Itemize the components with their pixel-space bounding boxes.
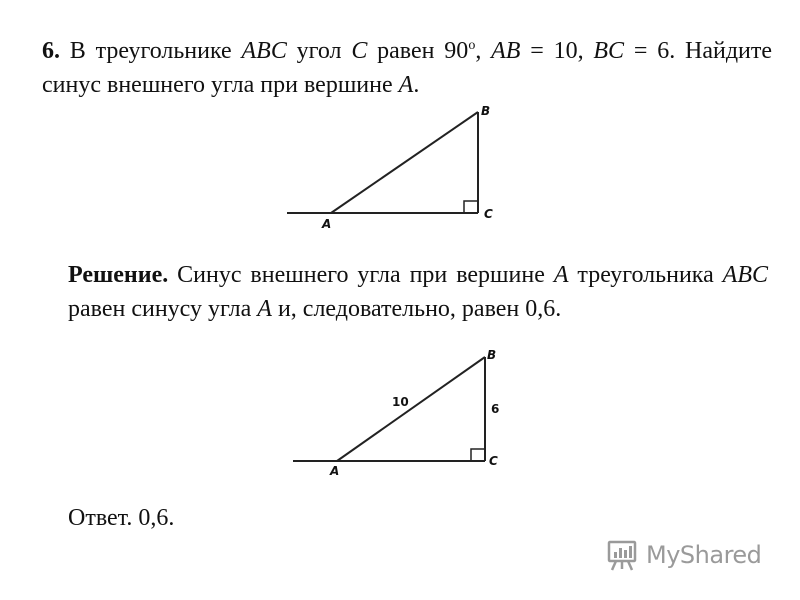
problem-text-2: угол	[286, 38, 352, 64]
solution-text-3: равен синусу угла	[68, 296, 258, 322]
vertex-label-c: C	[489, 454, 498, 468]
leg-length-label: 6	[491, 402, 500, 416]
triangle-name: ABC	[241, 38, 287, 64]
vertex-label-a: A	[322, 217, 332, 231]
watermark-text: MyShared	[646, 541, 762, 569]
solution-text-2: треугольника	[568, 262, 723, 288]
problem-number: 6.	[42, 38, 60, 64]
vertex-label-a: A	[330, 464, 340, 478]
presentation-board-icon	[606, 538, 640, 572]
problem-text-7: .	[413, 72, 420, 98]
vertex-label-b: B	[481, 104, 491, 118]
problem-text-4: ,	[475, 38, 492, 64]
problem-text-6: = 6. Найдите синус внешнего угла при вершине	[42, 38, 773, 98]
problem-text-5: = 10,	[520, 38, 594, 64]
problem-text-3: равен 90	[367, 38, 469, 64]
solution-vertex-a2: A	[257, 296, 272, 322]
solution-text-4: и, следовательно, равен 0,6.	[271, 296, 562, 322]
hypotenuse-length-label: 10	[392, 395, 409, 409]
vertex-label-b: B	[487, 348, 497, 362]
vertex-a: A	[398, 72, 414, 98]
watermark-logo	[606, 538, 761, 572]
hypotenuse-ab	[337, 357, 485, 461]
answer: Ответ. 0,6.	[68, 505, 175, 531]
problem-text-1: В треугольнике	[60, 38, 242, 64]
degree-sign: o	[468, 38, 476, 53]
solution-heading: Решение.	[68, 262, 169, 288]
right-angle-mark	[471, 449, 485, 461]
solution-vertex-a: A	[553, 262, 569, 288]
solution-triangle: ABC	[722, 262, 768, 288]
side-ab: AB	[491, 38, 521, 64]
vertex-label-c: C	[484, 207, 493, 221]
side-bc: BC	[593, 38, 625, 64]
angle-vertex: C	[351, 38, 368, 64]
solution-text-1: Синус внешнего угла при вершине	[168, 262, 554, 288]
